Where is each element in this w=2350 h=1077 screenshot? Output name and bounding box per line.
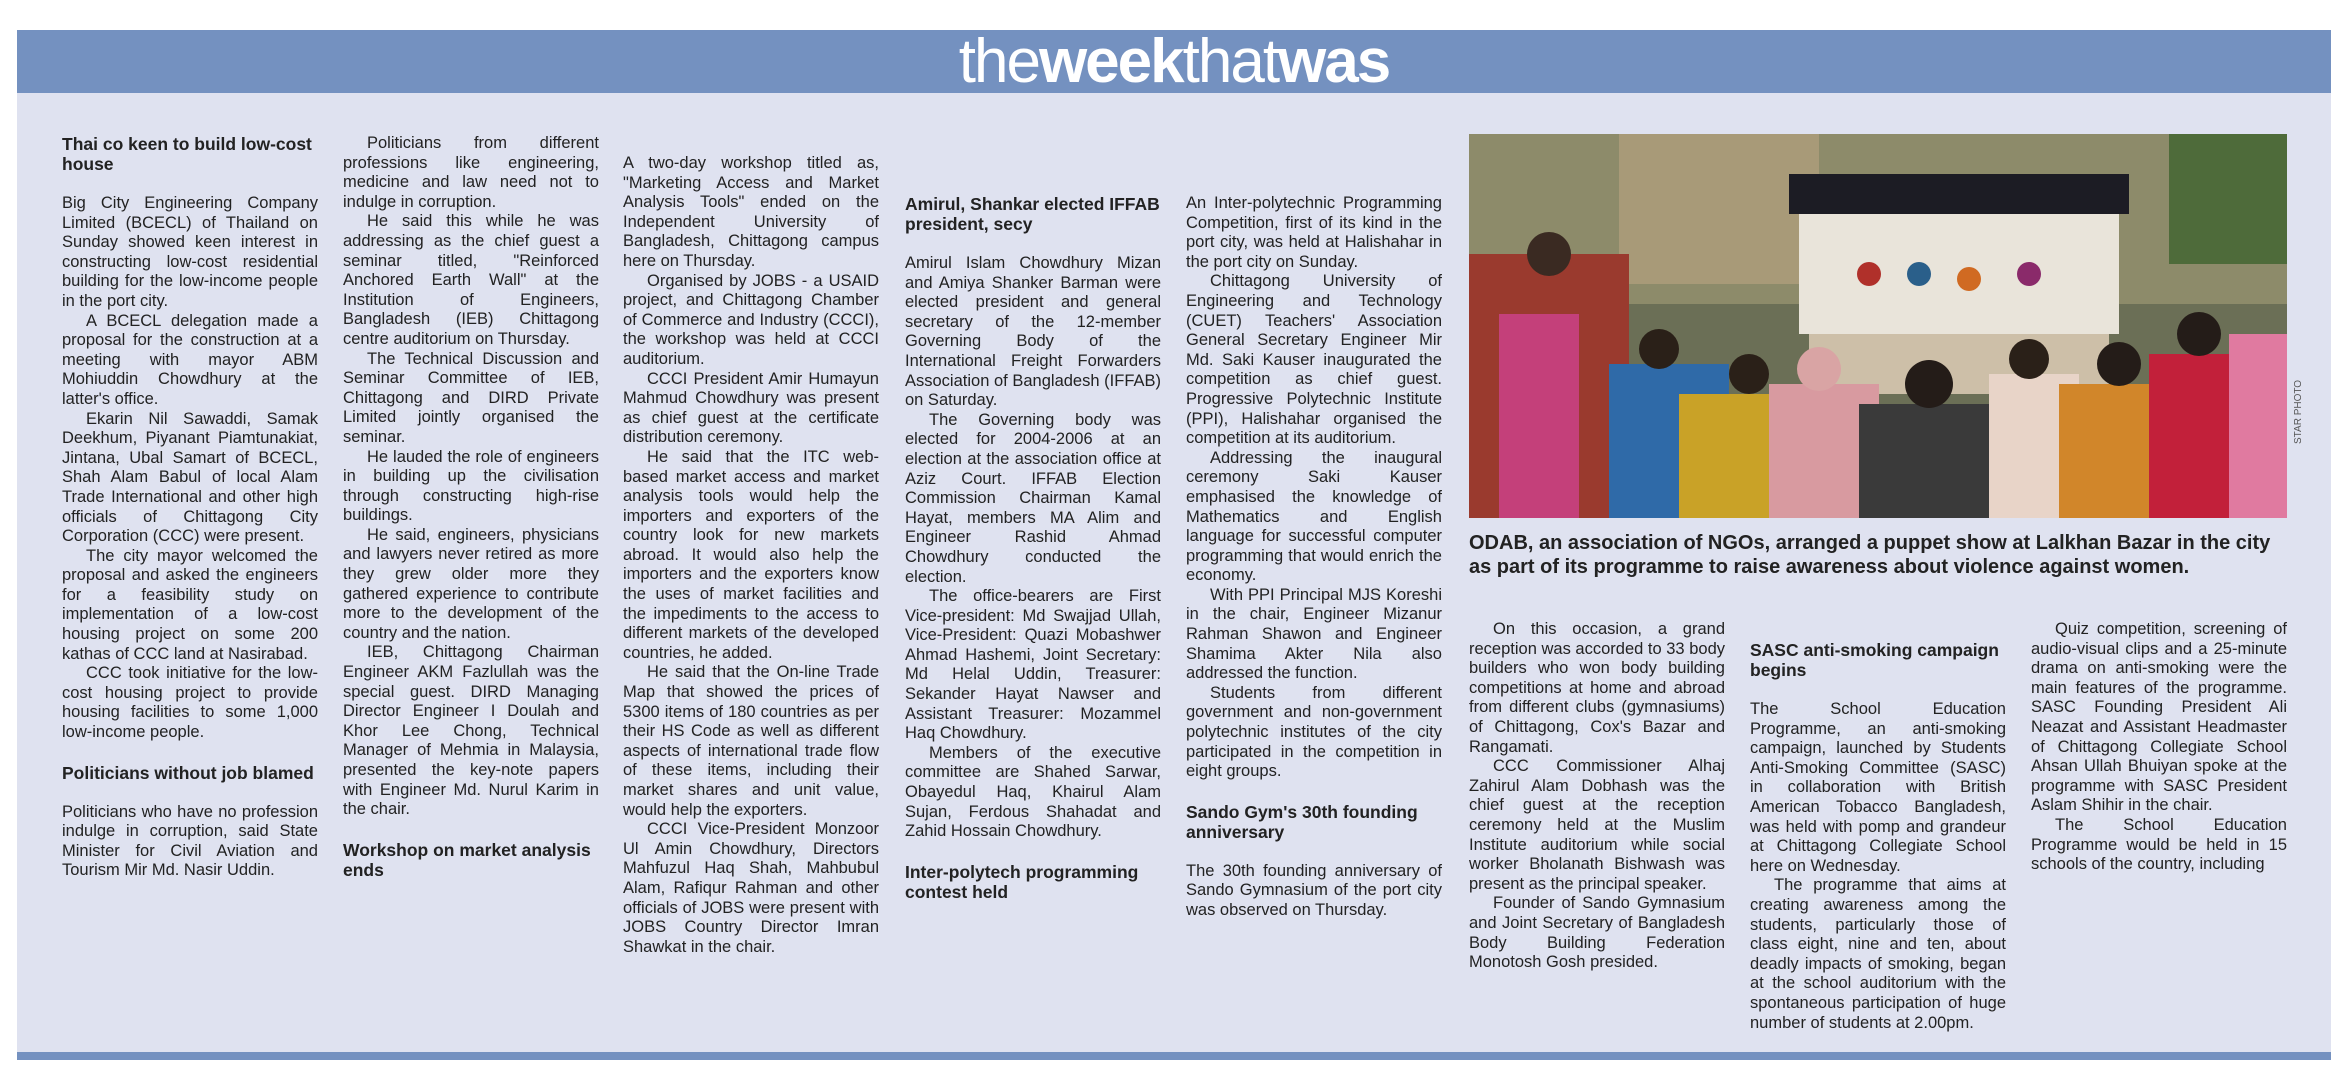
headline-iffab: Amirul, Shankar elected IFFAB president, secy [905,194,1160,234]
paragraph: Organised by JOBS - a USAID project, and Chittagong Chamber of Commerce and Industry (CCCI), the workshop was held at CCCI auditorium. [623,271,879,368]
column-5 [1186,134,1442,921]
photo-caption: ODAB, an association of NGOs, arranged a puppet show at Lalkhan Bazar in the city as part of its programme to raise awareness about violence against women. [1469,532,2271,578]
paragraph: He said that the ITC web-based market access and market analysis tools would help the importers and exporters of the country look for new markets abroad. It would also help the importers and the exporters know the uses of market facilities and the impediments to the access to different markets of the developed countries, he added. [623,447,879,662]
bottom-rule [17,1052,2331,1060]
paragraph: A BCECL delegation made a proposal for the construction at a meeting with mayor ABM Mohiuddin Chowdhury at the latter's office. [62,311,318,408]
paragraph: Founder of Sando Gymnasium and Joint Secretary of Bangladesh Body Building Federation Monotosh Gosh presided. [1469,894,1725,972]
column-3 [623,134,879,957]
column-2 [343,134,599,880]
paragraph: IEB, Chittagong Chairman Engineer AKM Fazlullah was the special guest. DIRD Managing Director Engineer I Doulah and Khor Lee Chong, Technical Manager of Mehmia in Malaysia, presented the key-note papers with Engineer Md. Nurul Karim in the chair. [343,643,599,819]
paragraph: CCC took initiative for the low-cost housing project to provide housing facilities to some 1,000 low-income people. [62,664,318,742]
paragraph: Quiz competition, screening of audio-visual clips and a 25-minute drama on anti-smoking were the main features of the programme. SASC Founding President Ali Neazat and Assistant Headmaster of Chittagong Collegiate School Ahsan Ullah Bhuiyan spoke at the programme with SASC President Aslam Shihir in the chair. [2031,620,2287,815]
paragraph: CCCI President Amir Humayun Mahmud Chowdhury was present as chief guest at the certificate distribution ceremony. [623,369,879,447]
paragraph: Ekarin Nil Sawaddi, Samak Deekhum, Piyanant Piamtunakiat, Jintana, Ubal Samart of BCECL, Shah Alam Babul of local Alam Trade International and other high officials of Chittagong City Corporation (CCC) were present. [62,409,318,546]
paragraph: He said, engineers, physicians and lawyers never retired as more they grew older more they gathered experience to contribute more to the development of the country and the nation. [343,525,599,642]
column-8 [2031,620,2287,875]
paragraph: Politicians who have no profession indulge in corruption, said State Minister for Civil Aviation and Tourism Mir Md. Nasir Uddin. [62,802,318,880]
photo-credit: STAR PHOTO [2293,379,2304,444]
paragraph: He said that the On-line Trade Map that showed the prices of 5300 items of 180 countries as per their HS Code as well as different aspects of international trade flow of these items, including their market shares and unit value, would help the exporters. [623,663,879,819]
headline-programming: Inter-polytech programming contest held [905,861,1139,902]
masthead-title: theweekthatwas [958,27,1390,96]
photo-illustration [1469,134,2287,518]
paragraph: The Technical Discussion and Seminar Committee of IEB, Chittagong and DIRD Private Limited jointly organised the seminar. [343,349,599,446]
column-7 [1750,620,2006,1033]
paragraph: Big City Engineering Company Limited (BCECL) of Thailand on Sunday showed keen interest in constructing low-cost residential building for the low-income people in the port city. [62,194,318,310]
paragraph: The city mayor welcomed the proposal and asked the engineers for a feasibility study on implementation of a low-cost housing project on some 200 kathas of CCC land at Nasirabad. [62,546,318,663]
column-1 [62,134,318,881]
paragraph: Amirul Islam Chowdhury Mizan and Amiya Shanker Barman were elected president and general secretary of the 12-member Governing Body of the International Freight Forwarders Association of Bangladesh (IFFAB) on Saturday. [905,254,1161,410]
headline-politicians: Politicians without job blamed [62,762,314,783]
paragraph: The Governing body was elected for 2004-2006 at an election at the association office at Aziz Court. IFFAB Election Commission Chairman Kamal Hayat, members MA Alim and Engineer Rashid Ahmad Chowdhury conducted the election. [905,410,1161,586]
masthead [17,27,2331,96]
puppet-show-photo [1469,134,2287,518]
newspaper-page [17,27,2331,1060]
headline-sasc: SASC anti-smoking campaign begins [1750,640,1999,680]
paragraph: Politicians from different professions like engineering, medicine and law need not to indulge in corruption. [343,134,599,211]
paragraph: The School Education Programme, an anti-smoking campaign, launched by Students Anti-Smoking Committee (SASC) in collaboration with British American Tobacco Bangladesh, was held with pomp and grandeur at Chittagong Collegiate School here on Wednesday. [1750,700,2006,875]
paragraph: CCCI Vice-President Monzoor Ul Amin Chowdhury, Directors Mahfuzul Haq Shah, Mahbubul Alam, Rafiqur Rahman and other officials of JOBS were present with JOBS Country Director Imran Shawkat in the chair. [623,820,879,956]
paragraph: Chittagong University of Engineering and Technology (CUET) Teachers' Association General Secretary Engineer Mir Md. Saki Kauser inaugurated the competition as chief guest. Progressive Polytechnic Institute (PPI), Halishahar organised the competition at its auditorium. [1186,272,1442,448]
paragraph: Members of the executive committee are Shahed Sarwar, Obayedul Haq, Khairul Alam Sujan, Ferdous Shahadat and Zahid Hossain Chowdhury. [905,743,1161,841]
paragraph: He said this while he was addressing as the chief guest a seminar titled, "Reinforced Anchored Earth Wall" at the Institution of Engineers, Bangladesh (IEB) Chittagong centre auditorium on Thursday. [343,212,599,348]
paragraph: The programme that aims at creating awareness among the students, particularly those of class eight, nine and ten, about deadly impacts of smoking, began at the school auditorium with the spontaneous participation of huge number of students at 2.00pm. [1750,876,2006,1032]
column-4 [905,134,1161,902]
paragraph: The 30th founding anniversary of Sando Gymnasium of the port city was observed on Thursday. [1186,861,1442,919]
paragraph: A two-day workshop titled as, "Marketing Access and Market Analysis Tools" ended on the Independent University of Bangladesh, Chittagong campus here on Thursday. [623,154,879,270]
headline-workshop: Workshop on market analysis ends [343,839,591,880]
paragraph: The office-bearers are First Vice-president: Md Swajjad Ullah, Vice-President: Quazi Mobashwer Ahmad Hashemi, Joint Secretary: Md Helal Uddin, Treasurer: Sekander Hayat Nawser and Assistant Treasurer: Mozammel Haq Chowdhury. [905,587,1161,743]
paragraph: An Inter-polytechnic Programming Competition, first of its kind in the port city, was held at Halishahar in the port city on Sunday. [1186,194,1442,271]
paragraph: Addressing the inaugural ceremony Saki Kauser emphasised the knowledge of Mathematics and English language for successful computer programming that would enrich the economy. [1186,448,1442,585]
headline-thai: Thai co keen to build low-cost house [62,134,312,174]
paragraph: Students from different government and non-government polytechnic institutes of the city participated in the competition in eight groups. [1186,683,1442,781]
headline-sando: Sando Gym's 30th founding anniversary [1186,801,1418,842]
paragraph: The School Education Programme would be held in 15 schools of the country, including [2031,815,2287,874]
paragraph: CCC Commissioner Alhaj Zahirul Alam Dobhash was the chief guest at the reception ceremony held at the Muslim Institute auditorium while social worker Bholanath Bishwash was present as the principal speaker. [1469,757,1725,893]
paragraph: With PPI Principal MJS Koreshi in the chair, Engineer Mizanur Rahman Shawon and Engineer Shamima Akter Nila also addressed the function. [1186,585,1442,683]
paragraph: He lauded the role of engineers in building up the civilisation through constructing high-rise buildings. [343,447,599,525]
paragraph: On this occasion, a grand reception was accorded to 33 body builders who won body building competitions at home and abroad from different clubs (gymnasiums) of Chittagong, Cox's Bazar and Rangamati. [1469,620,1725,756]
column-6 [1469,620,1725,973]
